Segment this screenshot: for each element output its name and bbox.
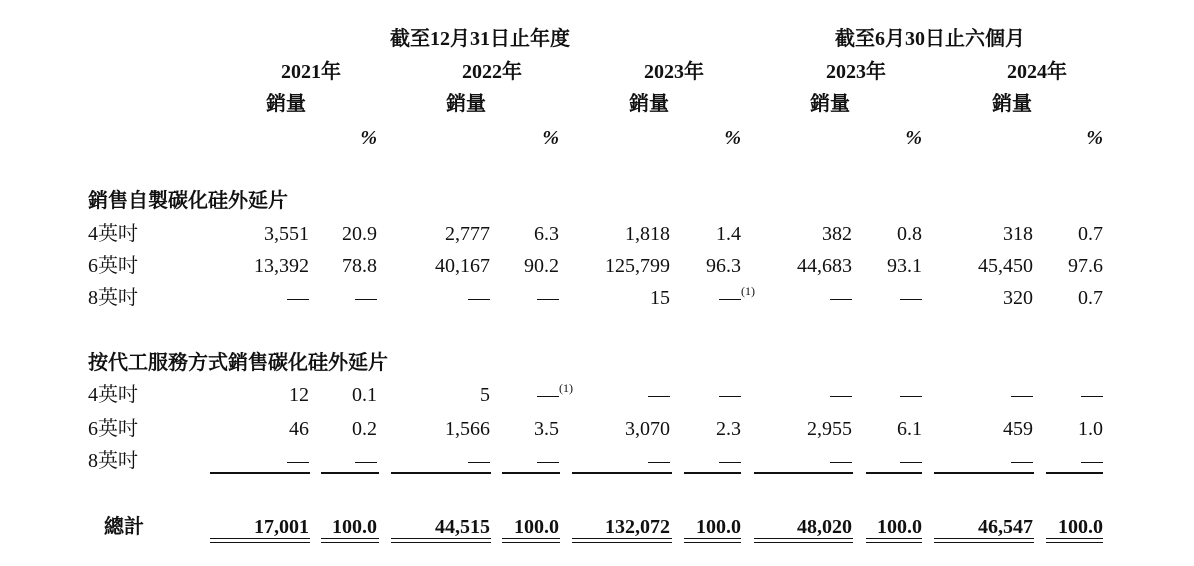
total-double-rule xyxy=(502,538,560,543)
row-label: 8英吋 xyxy=(88,450,138,472)
volume-cell: 3,070 xyxy=(625,418,670,440)
percent-cell: 1.0 xyxy=(1078,418,1103,440)
total-double-rule xyxy=(934,538,1034,543)
header-pct-label: % xyxy=(905,127,922,149)
header-pct-label: % xyxy=(542,127,559,149)
subtotal-rule xyxy=(934,472,1034,474)
total-label: 總計 xyxy=(104,516,144,538)
subtotal-rule xyxy=(502,472,560,474)
percent-cell: 0.8 xyxy=(897,223,922,245)
percent-cell xyxy=(537,396,559,397)
total-double-rule xyxy=(391,538,491,543)
header-volume-label: 銷量 xyxy=(810,93,850,115)
volume-cell xyxy=(287,299,309,300)
footnote-marker: (1) xyxy=(741,284,755,298)
percent-cell: 6.1 xyxy=(897,418,922,440)
volume-cell: 5 xyxy=(480,384,490,406)
percent-cell: 20.9 xyxy=(342,223,377,245)
percent-cell: 0.1 xyxy=(352,384,377,406)
total-percent-cell: 100.0 xyxy=(1058,516,1103,538)
header-volume-label: 銷量 xyxy=(266,93,306,115)
volume-cell: 2,955 xyxy=(807,418,852,440)
volume-cell: 15 xyxy=(650,287,670,309)
row-label: 8英吋 xyxy=(88,287,138,309)
percent-cell: 2.3 xyxy=(716,418,741,440)
percent-cell: 0.2 xyxy=(352,418,377,440)
header-pct-label: % xyxy=(724,127,741,149)
subtotal-rule xyxy=(391,472,491,474)
volume-cell: 40,167 xyxy=(435,255,490,277)
percent-cell: 78.8 xyxy=(342,255,377,277)
total-volume-cell: 17,001 xyxy=(254,516,309,538)
volume-cell xyxy=(830,299,852,300)
volume-cell: 382 xyxy=(822,223,852,245)
total-percent-cell: 100.0 xyxy=(877,516,922,538)
header-year: 2023年 xyxy=(644,61,704,83)
percent-cell: 0.7 xyxy=(1078,223,1103,245)
volume-cell xyxy=(648,396,670,397)
header-year: 2022年 xyxy=(462,61,522,83)
volume-cell: 2,777 xyxy=(445,223,490,245)
percent-cell: 93.1 xyxy=(887,255,922,277)
subtotal-rule xyxy=(572,472,672,474)
row-label: 6英吋 xyxy=(88,255,138,277)
percent-cell xyxy=(355,462,377,463)
percent-cell xyxy=(537,462,559,463)
percent-cell: 3.5 xyxy=(534,418,559,440)
percent-cell xyxy=(1081,396,1103,397)
total-volume-cell: 46,547 xyxy=(978,516,1033,538)
total-percent-cell: 100.0 xyxy=(514,516,559,538)
total-double-rule xyxy=(321,538,379,543)
header-group-half: 截至6月30日止六個月 xyxy=(835,28,1025,50)
volume-cell xyxy=(1011,396,1033,397)
subtotal-rule xyxy=(1046,472,1103,474)
percent-cell xyxy=(719,299,741,300)
percent-cell xyxy=(900,299,922,300)
percent-cell xyxy=(1081,462,1103,463)
header-year: 2023年 xyxy=(826,61,886,83)
total-volume-cell: 48,020 xyxy=(797,516,852,538)
percent-cell xyxy=(900,462,922,463)
percent-cell xyxy=(719,396,741,397)
volume-cell: 13,392 xyxy=(254,255,309,277)
total-double-rule xyxy=(1046,538,1103,543)
percent-cell xyxy=(719,462,741,463)
header-pct-label: % xyxy=(360,127,377,149)
volume-cell: 44,683 xyxy=(797,255,852,277)
volume-cell: 45,450 xyxy=(978,255,1033,277)
volume-cell xyxy=(830,462,852,463)
footnote-marker: (1) xyxy=(559,381,573,395)
section-title: 銷售自製碳化硅外延片 xyxy=(88,190,288,212)
volume-cell xyxy=(468,299,490,300)
percent-cell: 0.7 xyxy=(1078,287,1103,309)
volume-cell: 125,799 xyxy=(605,255,670,277)
total-double-rule xyxy=(210,538,310,543)
total-double-rule xyxy=(754,538,853,543)
volume-cell xyxy=(468,462,490,463)
header-volume-label: 銷量 xyxy=(446,93,486,115)
percent-cell: 97.6 xyxy=(1068,255,1103,277)
volume-cell: 1,818 xyxy=(625,223,670,245)
total-percent-cell: 100.0 xyxy=(696,516,741,538)
subtotal-rule xyxy=(684,472,741,474)
volume-cell: 320 xyxy=(1003,287,1033,309)
total-percent-cell: 100.0 xyxy=(332,516,377,538)
volume-cell: 1,566 xyxy=(445,418,490,440)
section-title: 按代工服務方式銷售碳化硅外延片 xyxy=(88,352,388,374)
header-pct-label: % xyxy=(1086,127,1103,149)
header-volume-label: 銷量 xyxy=(629,93,669,115)
subtotal-rule xyxy=(321,472,379,474)
volume-cell xyxy=(648,462,670,463)
percent-cell xyxy=(900,396,922,397)
volume-cell: 46 xyxy=(289,418,309,440)
row-label: 6英吋 xyxy=(88,418,138,440)
subtotal-rule xyxy=(866,472,922,474)
row-label: 4英吋 xyxy=(88,384,138,406)
header-volume-label: 銷量 xyxy=(992,93,1032,115)
subtotal-rule xyxy=(210,472,310,474)
volume-cell: 3,551 xyxy=(264,223,309,245)
volume-cell xyxy=(287,462,309,463)
total-double-rule xyxy=(684,538,741,543)
percent-cell xyxy=(537,299,559,300)
total-volume-cell: 132,072 xyxy=(605,516,670,538)
header-year: 2021年 xyxy=(281,61,341,83)
volume-cell: 12 xyxy=(289,384,309,406)
percent-cell xyxy=(355,299,377,300)
volume-cell xyxy=(1011,462,1033,463)
volume-cell: 459 xyxy=(1003,418,1033,440)
total-double-rule xyxy=(572,538,672,543)
percent-cell: 1.4 xyxy=(716,223,741,245)
row-label: 4英吋 xyxy=(88,223,138,245)
volume-cell: 318 xyxy=(1003,223,1033,245)
header-group-year: 截至12月31日止年度 xyxy=(390,28,570,50)
total-double-rule xyxy=(866,538,922,543)
percent-cell: 6.3 xyxy=(534,223,559,245)
header-year: 2024年 xyxy=(1007,61,1067,83)
percent-cell: 90.2 xyxy=(524,255,559,277)
subtotal-rule xyxy=(754,472,853,474)
volume-cell xyxy=(830,396,852,397)
percent-cell: 96.3 xyxy=(706,255,741,277)
total-volume-cell: 44,515 xyxy=(435,516,490,538)
